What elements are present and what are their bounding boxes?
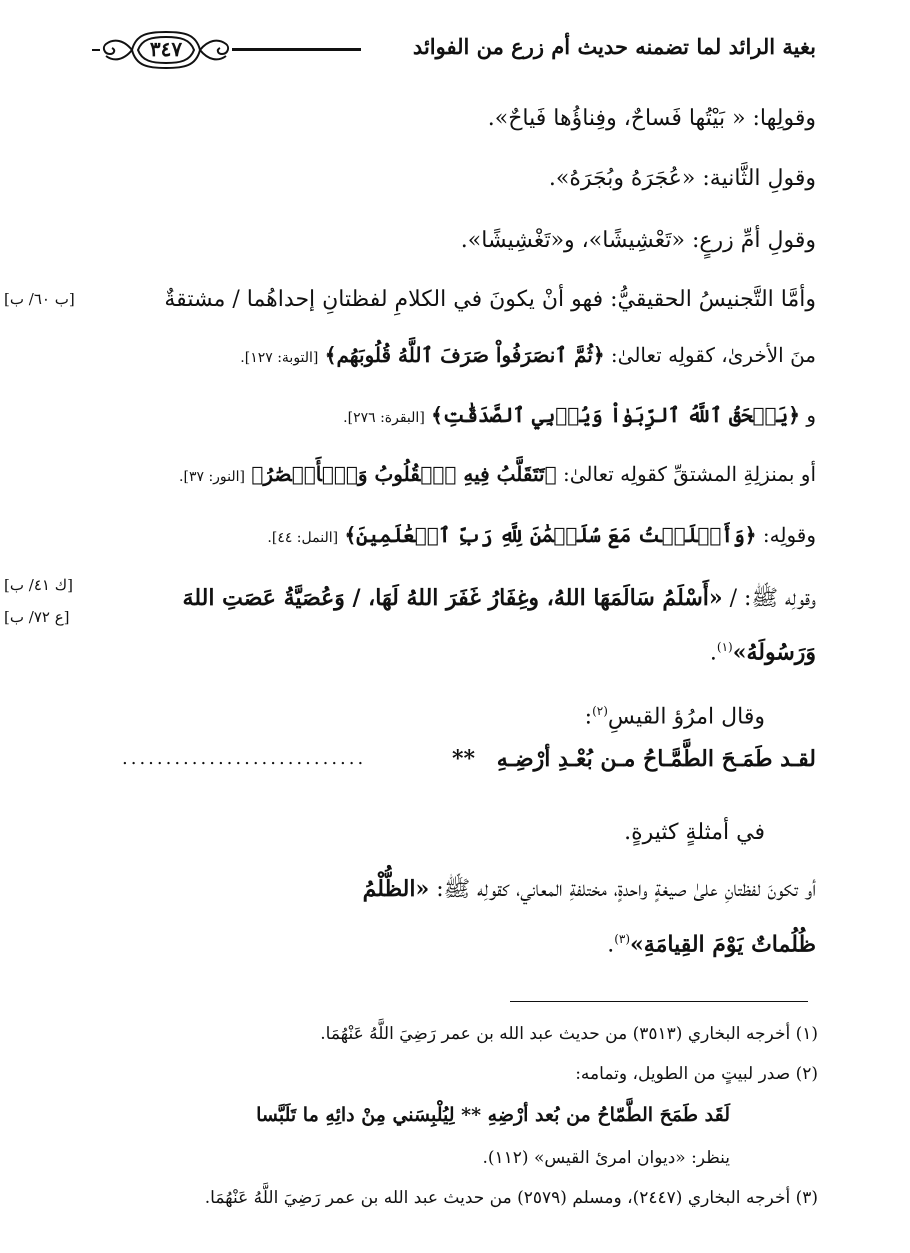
hadith-text: «أَسْلَمُ سَالَمَهَا اللهُ، وغِفَارُ غَفَرَ اللهُ لَهَا، / وَعُصَيَّةُ عَصَتِ اللهَ: [182, 585, 723, 611]
text-line-2: وقولِ الثَّانية: «عُجَرَهُ وبُجَرَهُ».: [548, 166, 816, 191]
text-segment: وقولِه:: [762, 523, 816, 547]
verse-reference: [النمل: ٤٤].: [267, 530, 339, 546]
hadith-text: «الظُّلْمُ: [362, 876, 430, 902]
text-line-11: [585, 696, 765, 732]
footnote-2: (٢) صدر لبيتٍ من الطويل، وتمامه:: [575, 1064, 818, 1084]
verse-reference: [التوبة: ١٢٧].: [240, 350, 319, 366]
footnote-marker: (١): [716, 640, 733, 654]
manuscript-margin-note: [ك ٤١/ ب]: [4, 576, 73, 594]
manuscript-margin-note: [ع ٧٢/ ب]: [4, 608, 70, 626]
verse-reference: [النور: ٣٧].: [179, 469, 246, 485]
poetry-line: [452, 744, 816, 774]
text-segment: و: [806, 403, 816, 427]
quran-verse: ﴿يَمۡحَقُ ٱللَّهُ ٱلرِّبَوٰاْ وَيُرۡبِي ٱلصَّدَقَٰتِ﴾: [431, 403, 800, 427]
text-line-9: [183, 583, 816, 614]
footnote-2-verse: لَقَد طَمَحَ الطَّمّاحُ من بُعد أرْضِهِ ** لِيُلْبِسَني مِنْ دائِهِ ما تَلَبَّسا: [256, 1104, 730, 1126]
text-line-3: وقولِ أمِّ زرعٍ: «تَعْشِيشًا»، و«تَغْشِيشًا».: [460, 228, 816, 253]
text-line-14: [363, 874, 816, 905]
text-segment: وقال امرُؤ القيسِ: [607, 704, 765, 730]
verse-reference: [البقرة: ٢٧٦].: [343, 410, 425, 426]
text-line-4: وأمَّا التَّجنيسُ الحقيقيُّ: فهو أنْ يكونَ في الكلامِ لفظتانِ إحداهُما / مشتقةٌ: [164, 287, 816, 312]
page-number-ornament: [92, 26, 240, 74]
quran-verse: ﴿تَتَقَلَّبُ فِيهِ ٱلۡقُلُوبُ وَٱلۡأَبۡصَٰرُ﴾: [251, 462, 557, 486]
quran-verse: ﴿وَأَسۡلَمۡتُ مَعَ سُلَيۡمَٰنَ لِلَّهِ رَبِّ ٱلۡعَٰلَمِينَ﴾: [344, 523, 757, 547]
footnote-marker: (٢): [592, 704, 608, 718]
poetry-hemistich: لقـد طَمَـحَ الطَّمَّـاحُ مـن بُعْـدِ أرْضِـهِ: [496, 746, 816, 772]
text-line-8: [267, 520, 816, 553]
text-segment: أو تكونَ لفظتانِ علىٰ صيغةٍ واحدةٍ، مختلفةِ المعاني، كقولِه ﷺ:: [436, 877, 816, 902]
footnote-3: (٣) أخرجه البخاري (٢٤٤٧)، ومسلم (٢٥٧٩) من حديث عبد الله بن عمر رَضِيَ اللَّهُ عَنْهُمَا.: [204, 1188, 818, 1208]
hemistich-separator: **: [452, 746, 476, 772]
missing-hemistich-dots: ............................: [122, 748, 367, 769]
hadith-text: ظُلُماتٌ يَوْمَ القِيامَةِ»: [630, 931, 816, 958]
text-segment: .: [709, 640, 717, 666]
running-header: [92, 26, 816, 76]
header-title: بغية الرائد لما تضمنه حديث أم زرع من الفوائد: [412, 34, 816, 59]
hadith-text: وَرَسُولَهُ»: [732, 639, 816, 666]
footnote-2-reference: ينظر: «ديوان امرئ القيس» (١١٢).: [482, 1148, 730, 1168]
text-segment: .: [607, 932, 615, 958]
text-line-15: [607, 924, 816, 960]
text-segment: وقولِه ﷺ: /: [729, 586, 816, 611]
text-line-1: وقولِها: « بَيْتُها فَساحٌ، وفِناؤُها فَياحٌ».: [487, 106, 816, 131]
footnote-separator: [510, 1001, 808, 1002]
page-number: ٣٤٧: [149, 37, 183, 61]
manuscript-margin-note: [ب ٦٠/ ب]: [4, 290, 75, 308]
text-segment: أو بمنزلِةِ المشتقِّ كقولِه تعالىٰ:: [562, 462, 816, 486]
text-segment: :: [584, 704, 593, 730]
text-line-6: [343, 400, 816, 433]
footnote-marker: (٣): [614, 932, 631, 946]
quran-verse: ﴿ثُمَّ ٱنصَرَفُواْ صَرَفَ ٱللَّهُ قُلُوبَهُم﴾: [324, 343, 605, 367]
text-line-10: [710, 632, 816, 668]
text-line-13: في أمثلةٍ كثيرةٍ.: [624, 820, 765, 845]
footnote-1: (١) أخرجه البخاري (٣٥١٣) من حديث عبد الله بن عمر رَضِيَ اللَّهُ عَنْهُمَا.: [320, 1024, 818, 1044]
text-line-7: [179, 459, 816, 492]
text-segment: منَ الأخرىٰ، كقولِه تعالىٰ:: [610, 343, 816, 367]
header-rule: [232, 48, 361, 51]
text-line-5: [240, 340, 816, 373]
